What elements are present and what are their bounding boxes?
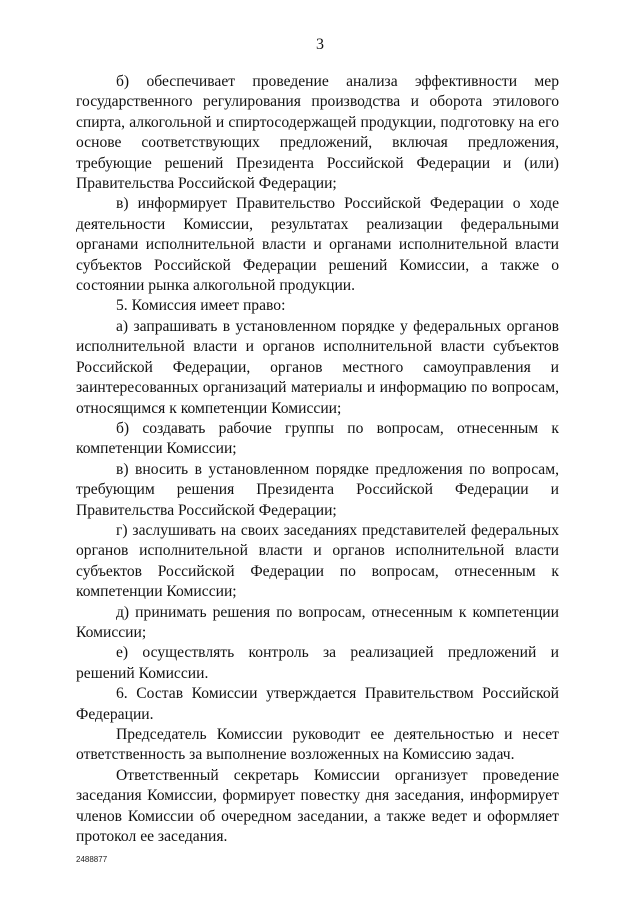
page-number: 3 — [316, 36, 324, 53]
paragraph-4b: б) обеспечивает проведение анализа эффективности мер государственного регулирования производства и оборота этилового спирта, алкогольной и спиртосодержащей продукции, подготовку на его основе соответствующих предложений, включая предложения, требующие решений Президента Российской Федерации и (или) Правительства Российской Федерации; — [76, 73, 559, 193]
paragraph-5b: б) создавать рабочие группы по вопросам, отнесенным к компетенции Комиссии; — [76, 419, 559, 458]
paragraph-5a: а) запрашивать в установленном порядке у федеральных органов исполнительной власти и органов исполнительной власти субъектов Российской Федерации, органов местного самоуправления и заинтересованных организаций материалы и информацию по вопросам, относящимся к компетенции Комиссии; — [76, 317, 559, 417]
paragraph-secretary: Ответственный секретарь Комиссии организует проведение заседания Комиссии, формирует повестку дня заседания, информирует членов Комиссии об очередном заседании, а также ведет и оформляет протокол ее заседания. — [76, 766, 559, 846]
paragraph-chairman: Председатель Комиссии руководит ее деятельностью и несет ответственность за выполнение возложенных на Комиссию задач. — [76, 726, 559, 764]
paragraph-5g: г) заслушивать на своих заседаниях представителей федеральных органов исполнительной власти и органов исполнительной власти субъектов Российской Федерации по вопросам, отнесенным к компетенции Комиссии; — [76, 521, 559, 601]
document-body — [76, 72, 559, 847]
paragraph-5d: д) принимать решения по вопросам, отнесенным к компетенции Комиссии; — [76, 603, 559, 641]
document-code: 2488877 — [76, 855, 108, 864]
paragraph-5-heading: 5. Комиссия имеет право: — [116, 297, 286, 315]
paragraph-5v: в) вносить в установленном порядке предложения по вопросам, требующим решения Президента Российской Федерации и Правительства Российской Федерации; — [76, 460, 559, 519]
paragraph-4v: в) информирует Правительство Российской Федерации о ходе деятельности Комиссии, результатах реализации федеральными органами исполнительной власти и органами исполнительной власти субъектов Российской Федерации решений Комиссии, а также о состоянии рынка алкогольной продукции. — [76, 195, 559, 295]
paragraph-5e: е) осуществлять контроль за реализацией предложений и решений Комиссии. — [76, 644, 559, 682]
paragraph-6: 6. Состав Комиссии утверждается Правительством Российской Федерации. — [76, 685, 559, 723]
